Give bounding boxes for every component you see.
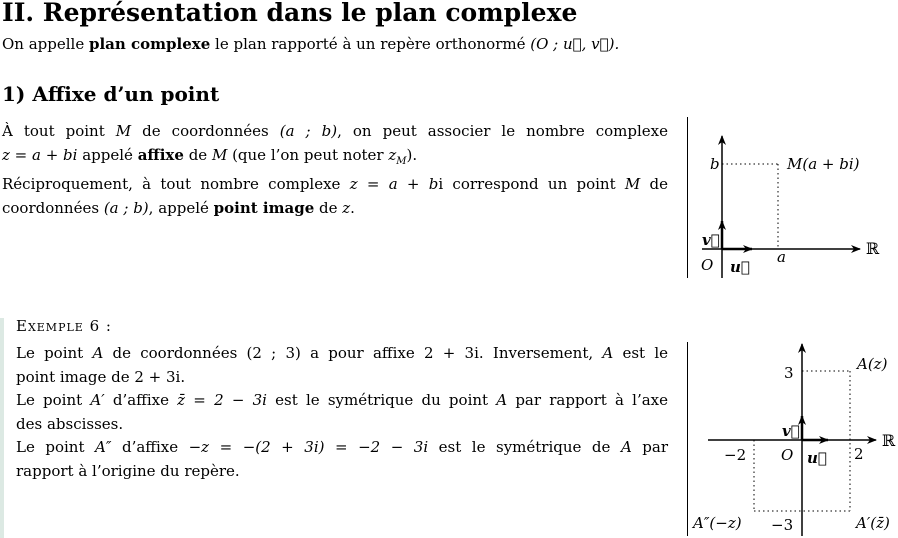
figure2-complex-plane (690, 340, 898, 538)
example-title: Exemple 6 : (16, 317, 112, 335)
example-line-6 (16, 460, 668, 484)
bold-term-affixe: affixe (137, 145, 184, 164)
text-run: . Inversement, (478, 344, 603, 362)
math-affix: 2 + 3i (134, 367, 181, 386)
math-z: z = a + b (349, 175, 439, 193)
math-zM: z (388, 145, 397, 164)
intro-frame-notation: (O ; u⃗, v⃗). (530, 35, 620, 53)
text-run: d’affixe (104, 391, 178, 409)
math-M: M (211, 145, 228, 164)
label-u: u⃗ (807, 449, 827, 467)
label-u: u⃗ (730, 258, 750, 276)
label-reals: ℝ (882, 431, 896, 450)
math-M: M (624, 175, 641, 193)
label-A: A(z) (857, 355, 888, 373)
example-paragraph (16, 342, 668, 483)
math-coords: (a ; b) (103, 198, 149, 217)
text-run: Réciproquement, à tout nombre complexe (2, 175, 350, 193)
text-run: par rapport à l’axe (507, 391, 668, 409)
label-minus-2: −2 (724, 446, 747, 464)
text-run: est le (613, 344, 668, 362)
label-M: M(a + bi) (787, 155, 860, 173)
intro-prefix: On appelle (2, 35, 89, 53)
text-run: des abscisses. (16, 414, 124, 433)
math-affix: 2 + 3i (423, 344, 479, 362)
definition-line-4 (2, 197, 668, 221)
math-z: z (342, 198, 351, 217)
text-run: coordonnées (2, 198, 104, 217)
math-z-def: z = a + bi (2, 145, 78, 164)
text-run: , on peut associer le nombre complexe (337, 122, 668, 140)
figure1-separator (687, 117, 688, 278)
text-run: (que l’on peut noter (227, 145, 389, 164)
math-opposite: −z = −(2 + 3i) = −2 − 3i (188, 438, 429, 456)
label-minus-3: −3 (771, 516, 794, 534)
math-coords: (2 ; 3) (246, 344, 301, 362)
math-A: A (92, 344, 104, 362)
text-run: rapport à l’origine du repère. (16, 461, 240, 480)
section-title: II. Représentation dans le plan complexe (2, 0, 578, 27)
label-O: O (701, 256, 714, 274)
text-run: , appelé (148, 198, 214, 217)
text-run: d’affixe (111, 438, 189, 456)
label-b: b (710, 155, 720, 173)
math-conjugate: z̄ = 2 − 3i (177, 391, 267, 409)
bold-term-point-image: point image (213, 198, 315, 217)
definition-line-2 (2, 144, 668, 174)
label-reals: ℝ (866, 239, 880, 258)
example-line-2 (16, 366, 668, 390)
label-A-double-prime: A″(−z) (693, 514, 742, 532)
label-v: v⃗ (702, 231, 720, 249)
label-A-prime: A′(z̄) (856, 514, 890, 532)
text-run: Le point (16, 391, 91, 409)
text-run: correspond un point (443, 175, 625, 193)
math-coords: (a ; b) (279, 122, 338, 140)
subsection-title: 1) Affixe d’un point (2, 82, 220, 106)
text-run: ). (406, 145, 418, 164)
definition-line-3 (2, 173, 668, 197)
example-line-4 (16, 413, 668, 437)
label-a: a (777, 248, 786, 266)
text-run: est le symétrique de (428, 438, 621, 456)
label-v: v⃗ (782, 422, 800, 440)
math-A: A (620, 438, 632, 456)
text-run: a pour affixe (300, 344, 424, 362)
text-run: À tout point (2, 122, 116, 140)
definition-paragraph (2, 120, 668, 220)
example-line-5 (16, 436, 668, 460)
text-run: de (314, 198, 343, 217)
math-A: A (602, 344, 614, 362)
text-run: appelé (77, 145, 138, 164)
math-A-prime: A′ (90, 391, 105, 409)
math-A-double-prime: A″ (95, 438, 112, 456)
text-run: est le symétrique du point (266, 391, 497, 409)
math-i: i (438, 175, 444, 193)
text-run: de coordonnées (131, 122, 280, 140)
text-run: point image de (16, 367, 135, 386)
intro-bold-term: plan complexe (89, 35, 211, 53)
text-run: de (640, 175, 668, 193)
text-run: . (180, 367, 186, 386)
example-line-3 (16, 389, 668, 413)
label-2: 2 (854, 445, 864, 463)
intro-suffix: le plan rapporté à un repère orthonormé (210, 35, 531, 53)
figure2-separator (687, 342, 688, 536)
label-3: 3 (784, 364, 794, 382)
definition-line-1 (2, 120, 668, 144)
text-run: de coordonnées (103, 344, 247, 362)
math-A: A (496, 391, 508, 409)
text-run: . (350, 198, 355, 217)
math-zM-subscript: M (396, 155, 407, 167)
text-run: de (183, 145, 212, 164)
label-O: O (781, 446, 794, 464)
text-run: Le point (16, 438, 96, 456)
figure1-complex-plane (690, 118, 895, 283)
intro-text (2, 35, 619, 53)
text-run: Le point (16, 344, 93, 362)
math-M: M (115, 122, 132, 140)
text-run: par (631, 438, 669, 456)
example-line-1 (16, 342, 668, 366)
